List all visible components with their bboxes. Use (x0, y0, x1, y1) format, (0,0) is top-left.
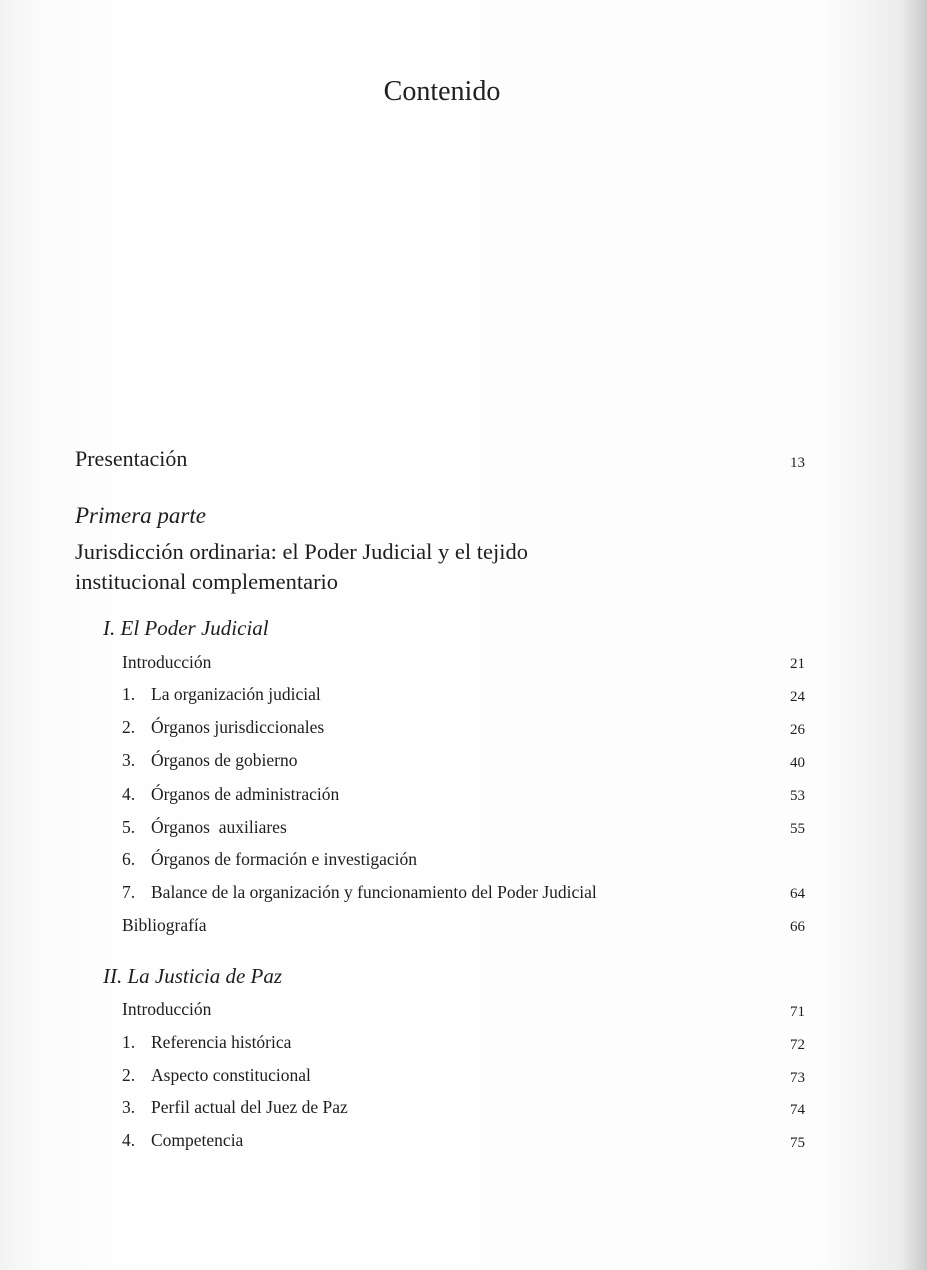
toc-entry-text: Órganos de gobierno (151, 750, 298, 770)
toc-entry (122, 684, 321, 705)
part-title: Jurisdicción ordinaria: el Poder Judicial y el tejido institucional complementario (75, 539, 529, 594)
toc-entry-text: Órganos jurisdiccionales (151, 717, 325, 737)
toc-entry-text: Órganos de formación e investigación (151, 849, 417, 869)
chapter-title: II. La Justicia de Paz (103, 964, 283, 988)
toc-entry-text: Introducción (122, 652, 212, 672)
toc-page-number: 71 (790, 1004, 805, 1020)
toc-entry (122, 817, 287, 838)
toc-entry-text: Aspecto constitucional (151, 1065, 311, 1085)
toc-page-number: 55 (790, 821, 805, 837)
chapter-title: I. El Poder Judicial (103, 616, 269, 640)
presentation-page-number: 13 (790, 455, 805, 471)
toc-entry-number: 1. (122, 684, 136, 704)
toc-entry-text: Introducción (122, 999, 212, 1019)
toc-entry-text: Perfil actual del Juez de Paz (151, 1097, 348, 1117)
toc-entry-number: 7. (122, 882, 136, 902)
presentation-entry: Presentación (75, 446, 188, 471)
toc-entry-number: 4. (122, 784, 136, 804)
toc-page-number: 21 (790, 656, 805, 672)
toc-entry-text: Competencia (151, 1130, 244, 1150)
toc-entry (122, 1130, 243, 1151)
toc-entry-number: 4. (122, 1130, 136, 1150)
toc-entry-number: 2. (122, 717, 136, 737)
toc-page-number: 72 (790, 1037, 805, 1053)
toc-page-number: 75 (790, 1135, 805, 1151)
toc-entry (122, 999, 211, 1020)
page-title: Contenido (383, 76, 501, 107)
toc-page-number: 74 (790, 1102, 805, 1118)
toc-entry (122, 915, 207, 936)
toc-entry (122, 1097, 348, 1118)
toc-entry (122, 717, 324, 738)
part-label: Primera parte (75, 503, 206, 528)
toc-entry-number: 2. (122, 1065, 136, 1085)
toc-page-number: 40 (790, 755, 805, 771)
toc-entry-text: Órganos auxiliares (151, 817, 287, 837)
toc-entry (122, 1065, 311, 1086)
toc-entry (122, 1032, 291, 1053)
toc-entry (122, 882, 597, 903)
toc-page-number: 64 (790, 886, 805, 902)
toc-entry-text: Órganos de administración (151, 784, 340, 804)
toc-page-number: 26 (790, 722, 805, 738)
toc-entry (122, 652, 211, 673)
toc-entry-number: 6. (122, 849, 136, 869)
toc-entry (122, 750, 297, 771)
toc-entry (122, 849, 417, 870)
toc-entry-text: Balance de la organización y funcionamiento del Poder Judicial (151, 882, 597, 902)
toc-entry (122, 784, 339, 805)
toc-page-number: 66 (790, 919, 805, 935)
toc-entry-text: La organización judicial (151, 684, 321, 704)
toc-entry-number: 3. (122, 1097, 136, 1117)
toc-entry-number: 3. (122, 750, 136, 770)
toc-page-number: 73 (790, 1070, 805, 1086)
page-spine-shadow (905, 0, 927, 1270)
toc-entry-text: Bibliografía (122, 915, 207, 935)
toc-page-number: 53 (790, 788, 805, 804)
toc-page-number: 24 (790, 689, 805, 705)
toc-entry-number: 1. (122, 1032, 136, 1052)
toc-entry-number: 5. (122, 817, 136, 837)
toc-entry-text: Referencia histórica (151, 1032, 292, 1052)
